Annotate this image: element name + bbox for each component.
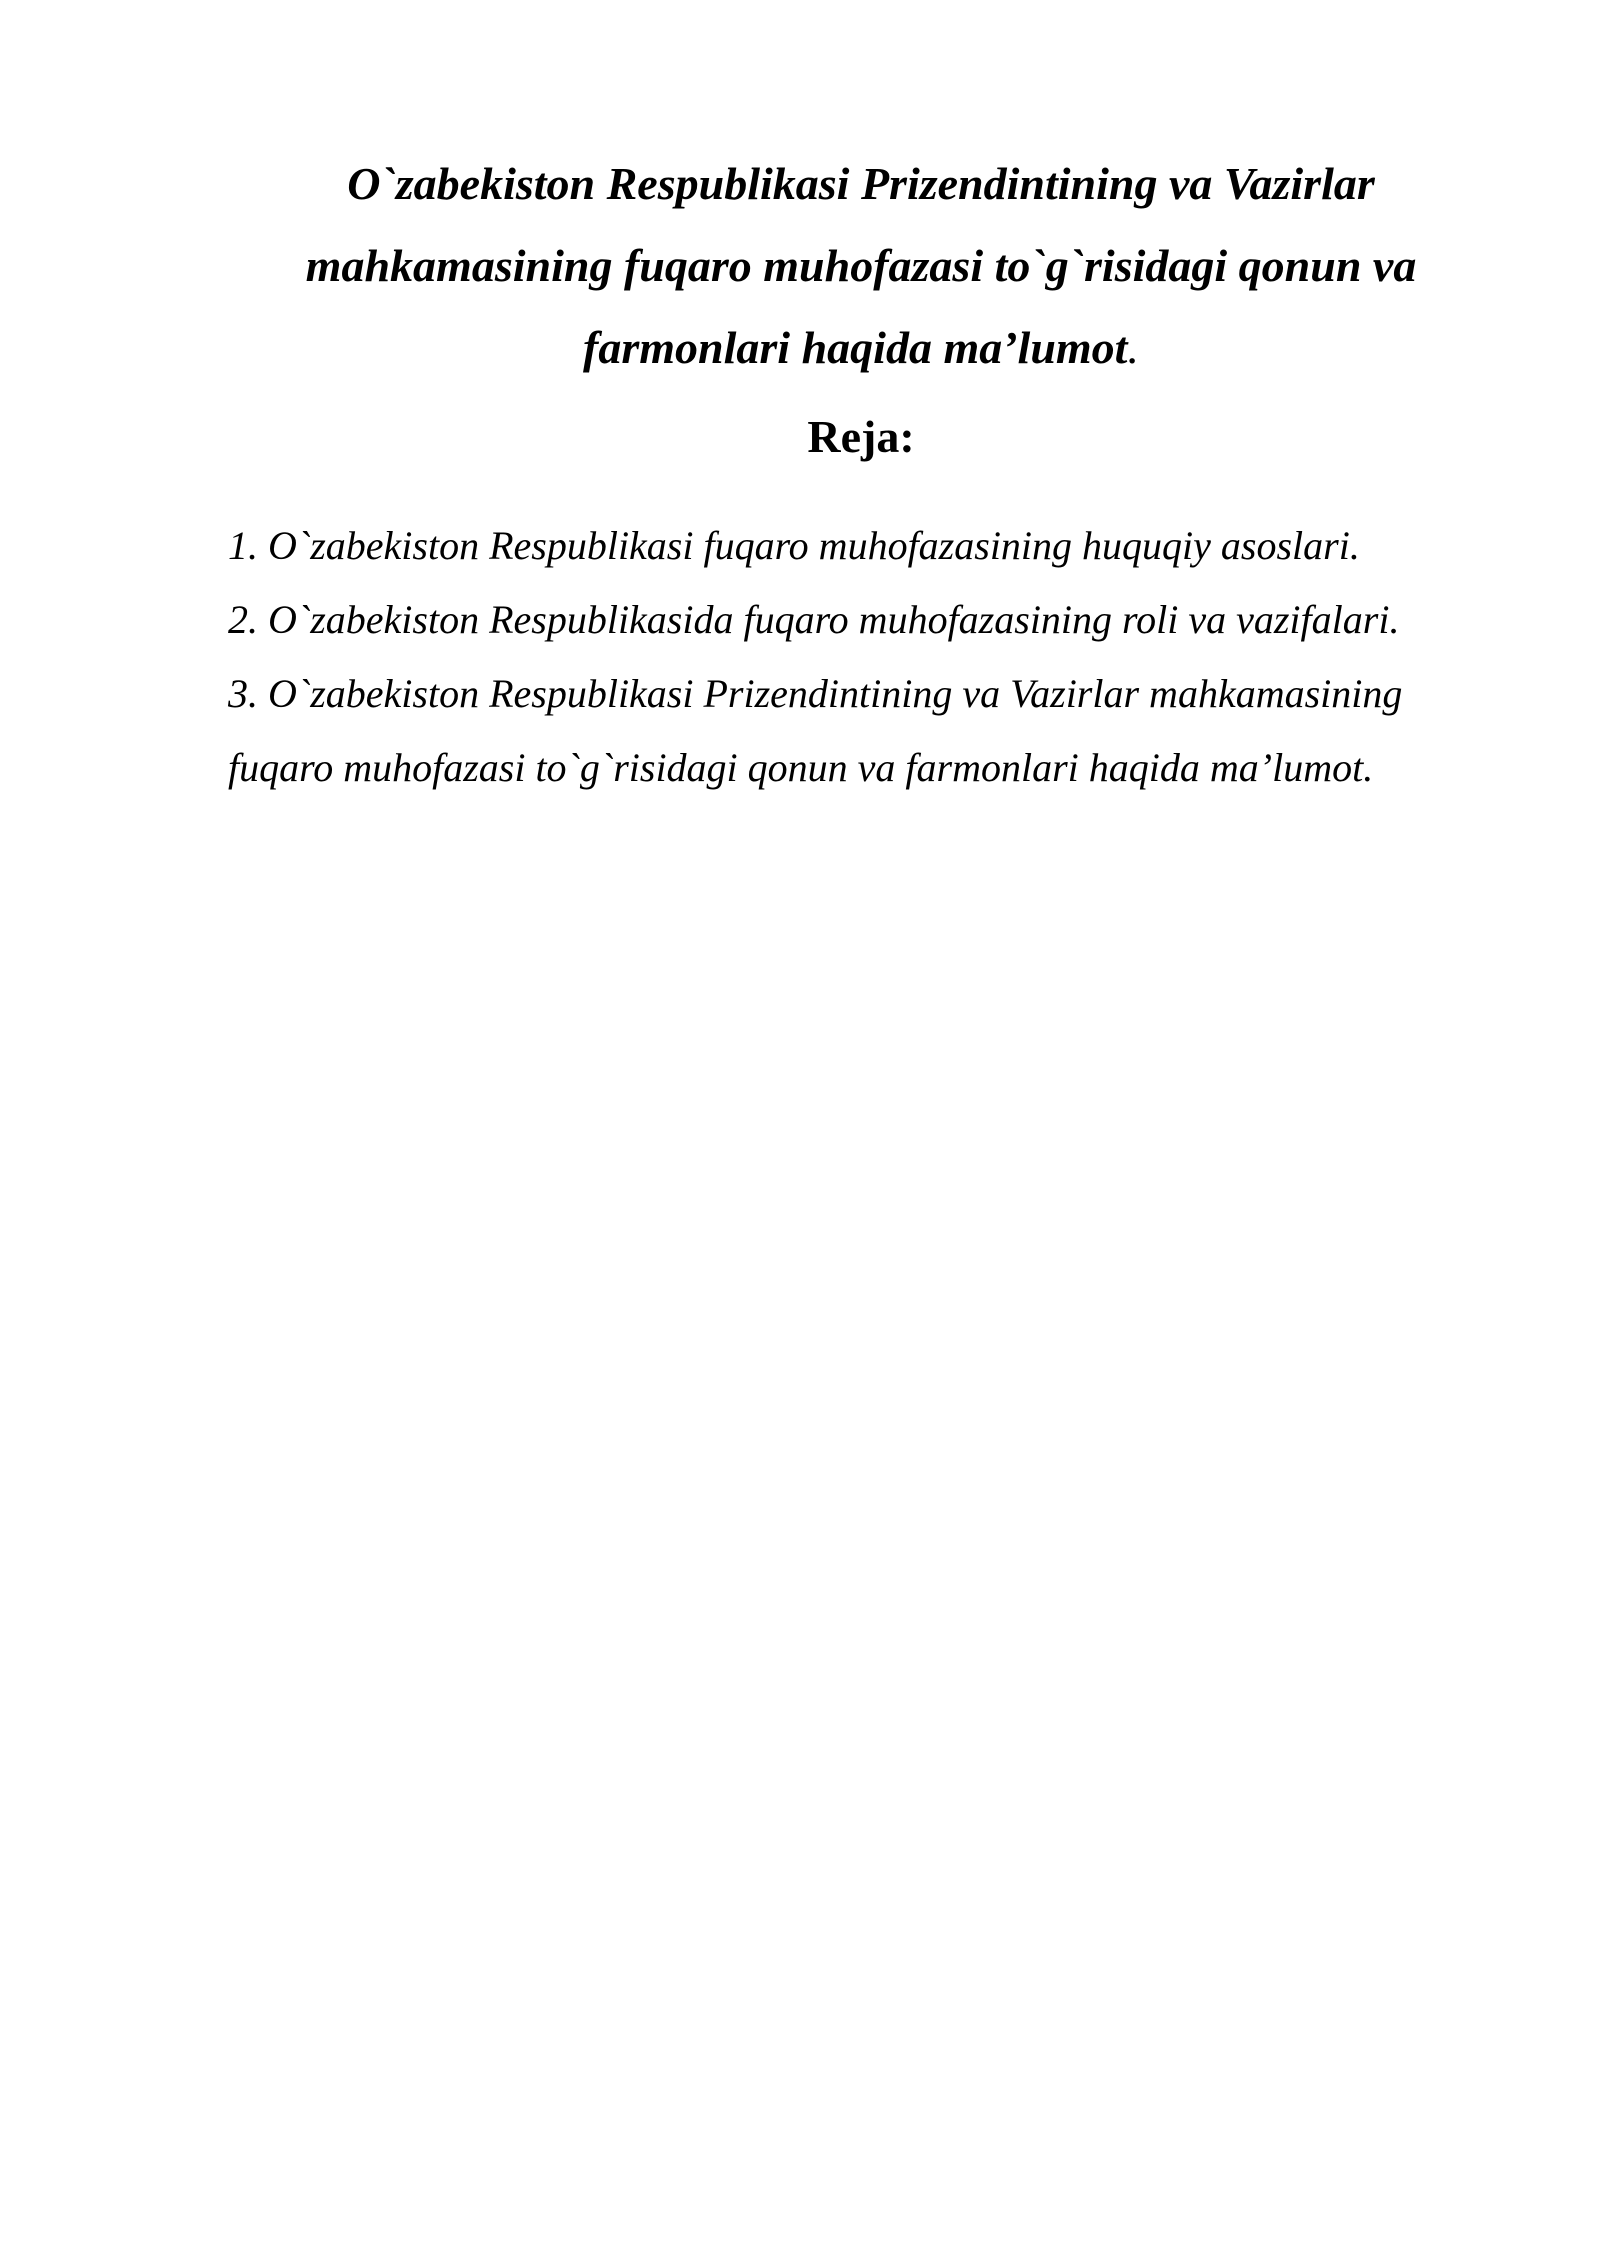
document-title-period: . [1127, 322, 1139, 373]
plan-item-1: 1. O`zabekiston Respublikasi fuqaro muhofazasining huquqiy asoslari. [228, 523, 1360, 568]
plan-item-3: 3. O`zabekiston Respublikasi Prizendintining va Vazirlar mahkamasining fuqaro muhofazasi to`g`risidagi qonun va farmonlari haqida ma’lumot. [228, 671, 1403, 790]
plan-item-2: 2. O`zabekiston Respublikasida fuqaro muhofazasining roli va vazifalari. [228, 597, 1400, 642]
plan-list [228, 509, 1478, 805]
document-title-text: O`zabekiston Respublikasi Prizendintining va Vazirlar mahkamasining fuqaro muhofazasi to`g`risidagi qonun va farmonlari haqida ma’lumot [305, 158, 1417, 373]
document-title [250, 143, 1472, 389]
plan-heading: Reja: [807, 411, 915, 462]
